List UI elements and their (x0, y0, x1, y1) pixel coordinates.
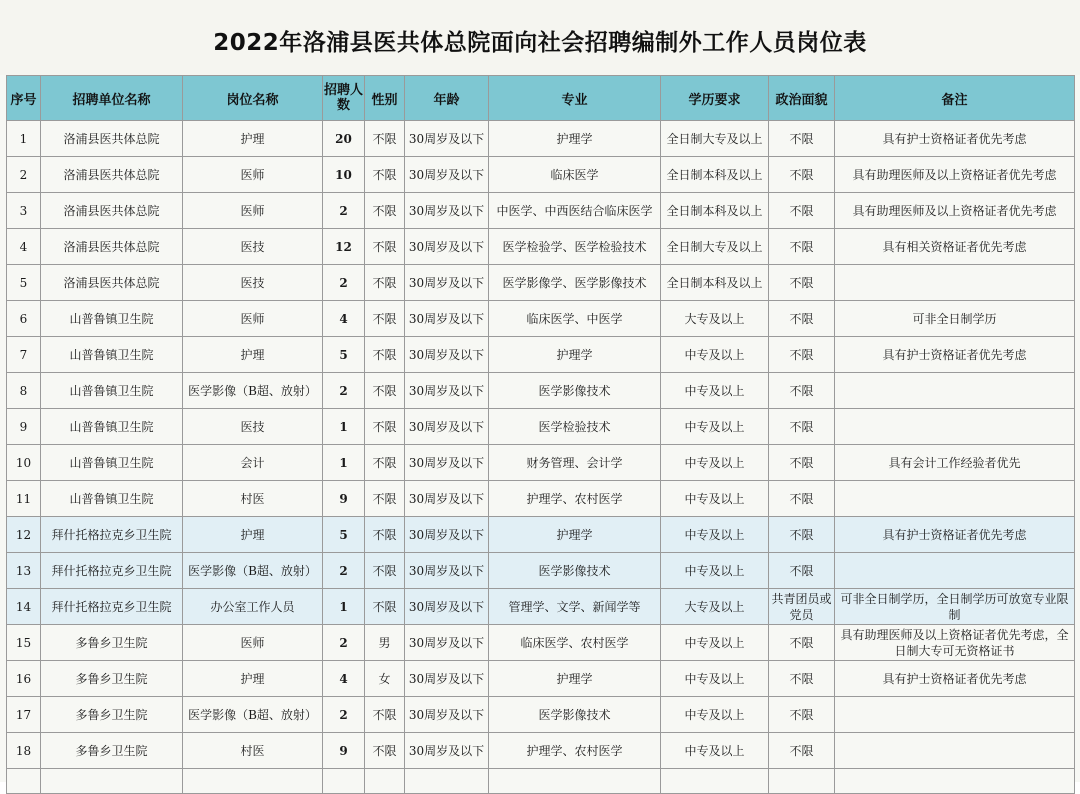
cell-seq: 17 (7, 697, 41, 733)
cell-age: 30周岁及以下 (405, 553, 489, 589)
cell-post: 村医 (183, 481, 323, 517)
cell-note: 可非全日制学历 (835, 301, 1075, 337)
cell-count: 1 (323, 445, 365, 481)
cell-edu: 全日制本科及以上 (661, 157, 769, 193)
cell-politics: 不限 (769, 373, 835, 409)
cell-edu: 中专及以上 (661, 373, 769, 409)
cell-edu: 中专及以上 (661, 409, 769, 445)
cell-age: 30周岁及以下 (405, 625, 489, 661)
cell-unit: 山普鲁镇卫生院 (41, 373, 183, 409)
cell-edu: 全日制本科及以上 (661, 193, 769, 229)
cell-seq: 11 (7, 481, 41, 517)
cell-seq: 4 (7, 229, 41, 265)
cell-seq: 6 (7, 301, 41, 337)
cell-edu: 中专及以上 (661, 337, 769, 373)
cell-post: 办公室工作人员 (183, 589, 323, 625)
cell-seq: 8 (7, 373, 41, 409)
table-row (7, 733, 1075, 769)
cell-note: 具有助理医师及以上资格证者优先考虑，全日制大专可无资格证书 (835, 625, 1075, 661)
positions-table (6, 75, 1075, 794)
cell-major: 护理学 (489, 121, 661, 157)
cell-edu: 中专及以上 (661, 733, 769, 769)
cell-gender: 不限 (365, 733, 405, 769)
cell-note: 具有护士资格证者优先考虑 (835, 517, 1075, 553)
cell-gender: 不限 (365, 157, 405, 193)
table-row (7, 625, 1075, 661)
table-body (7, 121, 1075, 794)
cell-unit: 洛浦县医共体总院 (41, 157, 183, 193)
cell-note (835, 373, 1075, 409)
cell-major: 临床医学、农村医学 (489, 625, 661, 661)
cell-age: 30周岁及以下 (405, 517, 489, 553)
cell-unit: 多鲁乡卫生院 (41, 697, 183, 733)
empty-cell (489, 769, 661, 794)
empty-cell (365, 769, 405, 794)
cell-age: 30周岁及以下 (405, 301, 489, 337)
cell-seq: 7 (7, 337, 41, 373)
table-row (7, 121, 1075, 157)
cell-gender: 不限 (365, 337, 405, 373)
cell-note (835, 265, 1075, 301)
table-row (7, 409, 1075, 445)
cell-count: 9 (323, 733, 365, 769)
cell-gender: 不限 (365, 481, 405, 517)
cell-major: 中医学、中西医结合临床医学 (489, 193, 661, 229)
cell-count: 1 (323, 589, 365, 625)
cell-edu: 中专及以上 (661, 517, 769, 553)
cell-post: 医师 (183, 625, 323, 661)
cell-count: 4 (323, 661, 365, 697)
cell-major: 管理学、文学、新闻学等 (489, 589, 661, 625)
cell-major: 临床医学 (489, 157, 661, 193)
cell-politics: 不限 (769, 121, 835, 157)
cell-unit: 洛浦县医共体总院 (41, 121, 183, 157)
cell-major: 医学影像技术 (489, 553, 661, 589)
cell-age: 30周岁及以下 (405, 697, 489, 733)
cell-seq: 13 (7, 553, 41, 589)
header-row (7, 76, 1075, 121)
table-row (7, 157, 1075, 193)
header-note: 备注 (835, 76, 1075, 121)
cell-unit: 山普鲁镇卫生院 (41, 481, 183, 517)
cell-seq: 10 (7, 445, 41, 481)
empty-cell (7, 769, 41, 794)
header-gender: 性别 (365, 76, 405, 121)
cell-gender: 不限 (365, 229, 405, 265)
cell-major: 医学影像技术 (489, 373, 661, 409)
cell-major: 护理学、农村医学 (489, 481, 661, 517)
cell-gender: 不限 (365, 193, 405, 229)
cell-gender: 不限 (365, 301, 405, 337)
table-row (7, 445, 1075, 481)
cell-gender: 不限 (365, 409, 405, 445)
cell-gender: 女 (365, 661, 405, 697)
cell-age: 30周岁及以下 (405, 373, 489, 409)
cell-gender: 不限 (365, 697, 405, 733)
cell-note (835, 733, 1075, 769)
cell-major: 医学影像技术 (489, 697, 661, 733)
cell-post: 医师 (183, 301, 323, 337)
cell-count: 2 (323, 553, 365, 589)
cell-gender: 不限 (365, 373, 405, 409)
cell-count: 9 (323, 481, 365, 517)
cell-post: 护理 (183, 661, 323, 697)
cell-age: 30周岁及以下 (405, 481, 489, 517)
cell-unit: 山普鲁镇卫生院 (41, 409, 183, 445)
cell-seq: 9 (7, 409, 41, 445)
cell-major: 护理学 (489, 337, 661, 373)
cell-major: 医学影像学、医学影像技术 (489, 265, 661, 301)
cell-unit: 洛浦县医共体总院 (41, 229, 183, 265)
cell-age: 30周岁及以下 (405, 157, 489, 193)
cell-age: 30周岁及以下 (405, 409, 489, 445)
cell-age: 30周岁及以下 (405, 337, 489, 373)
cell-major: 护理学 (489, 517, 661, 553)
cell-age: 30周岁及以下 (405, 733, 489, 769)
cell-edu: 中专及以上 (661, 481, 769, 517)
cell-post: 医师 (183, 193, 323, 229)
cell-politics: 不限 (769, 265, 835, 301)
cell-note (835, 697, 1075, 733)
cell-politics: 不限 (769, 229, 835, 265)
cell-unit: 拜什托格拉克乡卫生院 (41, 589, 183, 625)
cell-post: 医学影像（B超、放射） (183, 373, 323, 409)
cell-gender: 不限 (365, 445, 405, 481)
cell-major: 护理学、农村医学 (489, 733, 661, 769)
cell-politics: 不限 (769, 625, 835, 661)
cell-seq: 18 (7, 733, 41, 769)
header-age: 年龄 (405, 76, 489, 121)
table-row (7, 301, 1075, 337)
cell-post: 医学影像（B超、放射） (183, 697, 323, 733)
cell-unit: 洛浦县医共体总院 (41, 265, 183, 301)
cell-seq: 15 (7, 625, 41, 661)
cell-count: 12 (323, 229, 365, 265)
header-seq: 序号 (7, 76, 41, 121)
cell-politics: 不限 (769, 733, 835, 769)
header-major: 专业 (489, 76, 661, 121)
cell-gender: 不限 (365, 265, 405, 301)
cell-age: 30周岁及以下 (405, 229, 489, 265)
cell-note: 具有护士资格证者优先考虑 (835, 337, 1075, 373)
page-title: 2022年洛浦县医共体总院面向社会招聘编制外工作人员岗位表 (213, 30, 867, 56)
cell-post: 护理 (183, 337, 323, 373)
cell-major: 临床医学、中医学 (489, 301, 661, 337)
cell-politics: 不限 (769, 481, 835, 517)
empty-cell (661, 769, 769, 794)
cell-seq: 12 (7, 517, 41, 553)
cell-gender: 男 (365, 625, 405, 661)
cell-edu: 中专及以上 (661, 625, 769, 661)
cell-seq: 16 (7, 661, 41, 697)
cell-post: 护理 (183, 121, 323, 157)
cell-unit: 山普鲁镇卫生院 (41, 301, 183, 337)
cell-post: 医技 (183, 265, 323, 301)
cell-gender: 不限 (365, 517, 405, 553)
cell-seq: 14 (7, 589, 41, 625)
cell-unit: 多鲁乡卫生院 (41, 661, 183, 697)
empty-cell (323, 769, 365, 794)
cell-politics: 不限 (769, 193, 835, 229)
cell-count: 2 (323, 697, 365, 733)
cell-unit: 洛浦县医共体总院 (41, 193, 183, 229)
cell-age: 30周岁及以下 (405, 661, 489, 697)
cell-edu: 中专及以上 (661, 661, 769, 697)
table-row (7, 553, 1075, 589)
table-row (7, 265, 1075, 301)
cell-count: 2 (323, 625, 365, 661)
empty-cell (41, 769, 183, 794)
cell-count: 20 (323, 121, 365, 157)
table-row (7, 661, 1075, 697)
cell-edu: 中专及以上 (661, 445, 769, 481)
cell-note (835, 409, 1075, 445)
cell-edu: 大专及以上 (661, 301, 769, 337)
cell-note (835, 481, 1075, 517)
cell-edu: 全日制本科及以上 (661, 265, 769, 301)
table-row (7, 481, 1075, 517)
cell-count: 1 (323, 409, 365, 445)
empty-cell (835, 769, 1075, 794)
cell-politics: 不限 (769, 517, 835, 553)
cell-note: 具有相关资格证者优先考虑 (835, 229, 1075, 265)
cell-seq: 2 (7, 157, 41, 193)
table-row (7, 517, 1075, 553)
cell-politics: 共青团员或党员 (769, 589, 835, 625)
cell-unit: 拜什托格拉克乡卫生院 (41, 553, 183, 589)
cell-edu: 中专及以上 (661, 697, 769, 733)
cell-age: 30周岁及以下 (405, 193, 489, 229)
cell-count: 2 (323, 193, 365, 229)
cell-post: 医技 (183, 409, 323, 445)
cell-edu: 全日制大专及以上 (661, 229, 769, 265)
header-edu: 学历要求 (661, 76, 769, 121)
cell-age: 30周岁及以下 (405, 265, 489, 301)
empty-cell (183, 769, 323, 794)
cell-politics: 不限 (769, 553, 835, 589)
cell-gender: 不限 (365, 553, 405, 589)
empty-row (7, 769, 1075, 794)
cell-post: 医学影像（B超、放射） (183, 553, 323, 589)
header-post: 岗位名称 (183, 76, 323, 121)
cell-count: 5 (323, 337, 365, 373)
cell-politics: 不限 (769, 661, 835, 697)
cell-edu: 大专及以上 (661, 589, 769, 625)
cell-unit: 多鲁乡卫生院 (41, 625, 183, 661)
table-row (7, 589, 1075, 625)
cell-politics: 不限 (769, 337, 835, 373)
cell-seq: 1 (7, 121, 41, 157)
cell-politics: 不限 (769, 445, 835, 481)
cell-age: 30周岁及以下 (405, 121, 489, 157)
cell-gender: 不限 (365, 589, 405, 625)
cell-major: 护理学 (489, 661, 661, 697)
cell-gender: 不限 (365, 121, 405, 157)
cell-major: 医学检验技术 (489, 409, 661, 445)
cell-post: 医技 (183, 229, 323, 265)
cell-post: 村医 (183, 733, 323, 769)
empty-cell (405, 769, 489, 794)
cell-note: 可非全日制学历，全日制学历可放宽专业限制 (835, 589, 1075, 625)
cell-note: 具有护士资格证者优先考虑 (835, 661, 1075, 697)
table-row (7, 697, 1075, 733)
cell-note: 具有会计工作经验者优先 (835, 445, 1075, 481)
cell-unit: 拜什托格拉克乡卫生院 (41, 517, 183, 553)
cell-note (835, 553, 1075, 589)
table-row (7, 373, 1075, 409)
header-count: 招聘人数 (323, 76, 365, 121)
cell-politics: 不限 (769, 409, 835, 445)
cell-unit: 山普鲁镇卫生院 (41, 445, 183, 481)
cell-note: 具有助理医师及以上资格证者优先考虑 (835, 193, 1075, 229)
cell-politics: 不限 (769, 157, 835, 193)
cell-post: 会计 (183, 445, 323, 481)
cell-politics: 不限 (769, 697, 835, 733)
cell-unit: 山普鲁镇卫生院 (41, 337, 183, 373)
table-row (7, 193, 1075, 229)
cell-post: 护理 (183, 517, 323, 553)
cell-major: 财务管理、会计学 (489, 445, 661, 481)
cell-count: 10 (323, 157, 365, 193)
cell-note: 具有护士资格证者优先考虑 (835, 121, 1075, 157)
cell-edu: 全日制大专及以上 (661, 121, 769, 157)
cell-edu: 中专及以上 (661, 553, 769, 589)
cell-note: 具有助理医师及以上资格证者优先考虑 (835, 157, 1075, 193)
cell-age: 30周岁及以下 (405, 445, 489, 481)
cell-count: 4 (323, 301, 365, 337)
header-politics: 政治面貌 (769, 76, 835, 121)
cell-age: 30周岁及以下 (405, 589, 489, 625)
cell-major: 医学检验学、医学检验技术 (489, 229, 661, 265)
header-unit: 招聘单位名称 (41, 76, 183, 121)
cell-seq: 3 (7, 193, 41, 229)
empty-cell (769, 769, 835, 794)
cell-unit: 多鲁乡卫生院 (41, 733, 183, 769)
cell-post: 医师 (183, 157, 323, 193)
table-row (7, 337, 1075, 373)
cell-seq: 5 (7, 265, 41, 301)
cell-politics: 不限 (769, 301, 835, 337)
table-row (7, 229, 1075, 265)
cell-count: 5 (323, 517, 365, 553)
cell-count: 2 (323, 265, 365, 301)
cell-count: 2 (323, 373, 365, 409)
